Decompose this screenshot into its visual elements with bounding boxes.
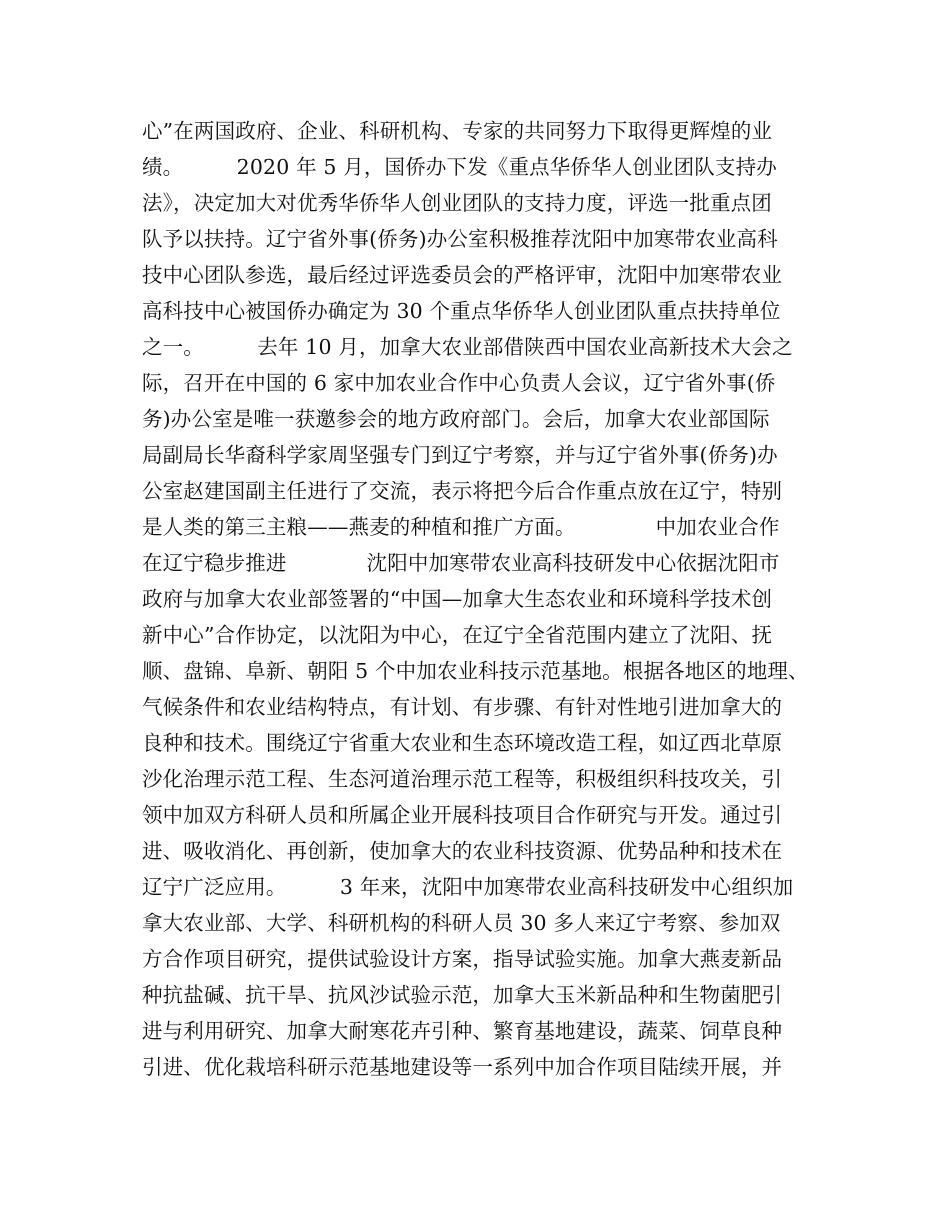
text-line: 方合作项目研究，提供试验设计方案，指导试验实施。加拿大燕麦新品 <box>142 947 783 971</box>
text-line: 辽宁广泛应用。 3 年来，沈阳中加寒带农业高科技研发中心组织加 <box>142 875 794 899</box>
text-line: 高科技中心被国侨办确定为 30 个重点华侨华人创业团队重点扶持单位 <box>142 299 781 323</box>
text-line: 在辽宁稳步推进 沈阳中加寒带农业高科技研发中心依据沈阳市 <box>142 551 780 575</box>
body-text <box>142 113 832 1085</box>
text-line: 之一。 去年 10 月，加拿大农业部借陕西中国农业高新技术大会之 <box>142 335 793 359</box>
text-line: 引进、优化栽培科研示范基地建设等一系列中加合作项目陆续开展，并 <box>142 1055 783 1079</box>
text-line: 进、吸收消化、再创新，使加拿大的农业科技资源、优势品种和技术在 <box>142 839 783 863</box>
text-line: 气候条件和农业结构特点，有计划、有步骤、有针对性地引进加拿大的 <box>142 695 783 719</box>
text-line: 种抗盐碱、抗干旱、抗风沙试验示范，加拿大玉米新品种和生物菌肥引 <box>142 983 783 1007</box>
text-line: 顺、盘锦、阜新、朝阳 5 个中加农业科技示范基地。根据各地区的地理、 <box>142 659 809 683</box>
text-line: 心”在两国政府、企业、科研机构、专家的共同努力下取得更辉煌的业 <box>142 119 773 143</box>
text-line: 良种和技术。围绕辽宁省重大农业和生态环境改造工程，如辽西北草原 <box>142 731 783 755</box>
text-line: 领中加双方科研人员和所属企业开展科技项目合作研究与开发。通过引 <box>142 803 783 827</box>
text-line: 拿大农业部、大学、科研机构的科研人员 30 多人来辽宁考察、参加双 <box>142 911 781 935</box>
text-line: 沙化治理示范工程、生态河道治理示范工程等，积极组织科技攻关，引 <box>142 767 783 791</box>
text-line: 进与利用研究、加拿大耐寒花卉引种、繁育基地建设，蔬菜、饲草良种 <box>142 1019 783 1043</box>
text-line: 队予以扶持。辽宁省外事(侨务)办公室积极推荐沈阳中加寒带农业高科 <box>142 227 778 251</box>
text-line: 局副局长华裔科学家周坚强专门到辽宁考察，并与辽宁省外事(侨务)办 <box>142 443 778 467</box>
text-line: 际，召开在中国的 6 家中加农业合作中心负责人会议，辽宁省外事(侨 <box>142 371 776 395</box>
text-line: 政府与加拿大农业部签署的“中国—加拿大生态农业和环境科学技术创 <box>142 587 773 611</box>
text-line: 技中心团队参选，最后经过评选委员会的严格评审，沈阳中加寒带农业 <box>142 263 783 287</box>
text-line: 是人类的第三主粮——燕麦的种植和推广方面。 中加农业合作 <box>142 515 780 539</box>
text-line: 绩。 2020 年 5 月，国侨办下发《重点华侨华人创业团队支持办 <box>142 155 777 179</box>
text-line: 公室赵建国副主任进行了交流，表示将把今后合作重点放在辽宁，特别 <box>142 479 783 503</box>
text-line: 务)办公室是唯一获邀参会的地方政府部门。会后，加拿大农业部国际 <box>142 407 770 431</box>
text-line: 新中心”合作协定，以沈阳为中心，在辽宁全省范围内建立了沈阳、抚 <box>142 623 773 647</box>
text-line: 法》，决定加大对优秀华侨华人创业团队的支持力度，评选一批重点团 <box>142 191 772 215</box>
